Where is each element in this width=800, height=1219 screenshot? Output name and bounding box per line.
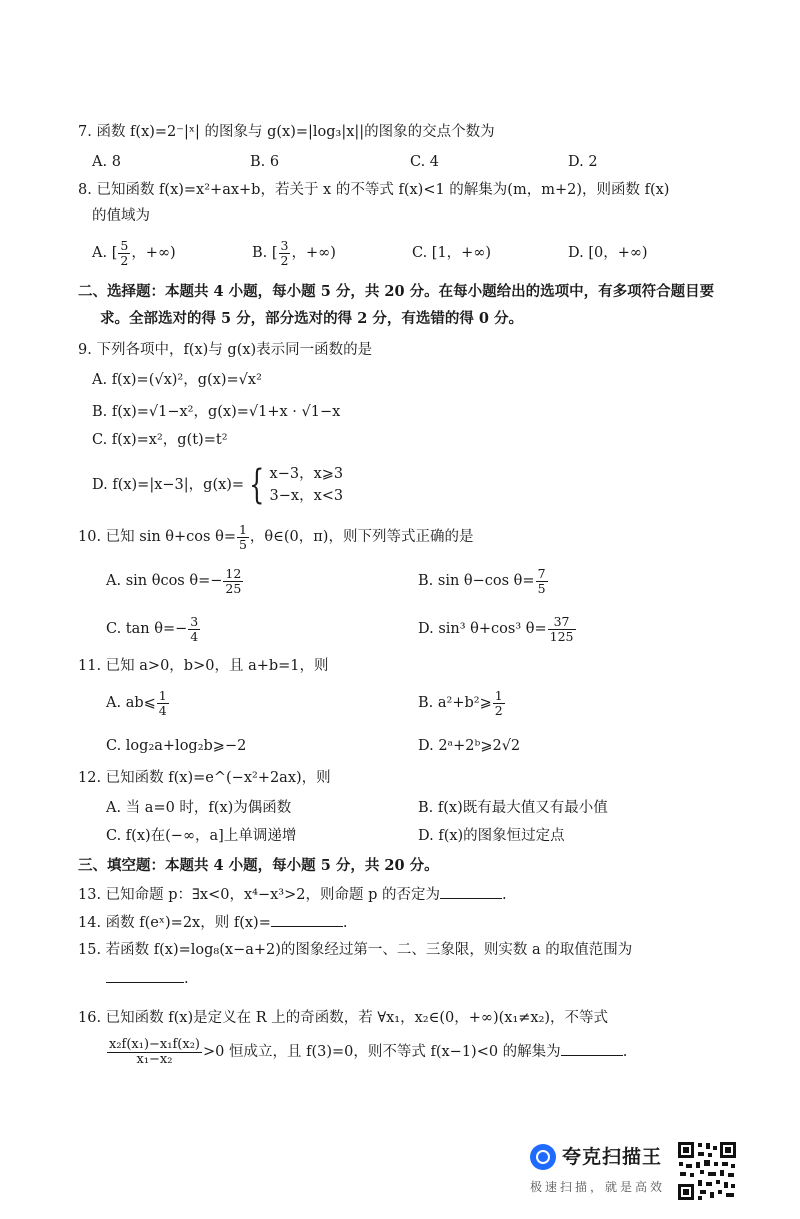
q8-b-fraction xyxy=(279,239,291,266)
q8-stem-line1: 8. 已知函数 f(x)=x²+ax+b，若关于 x 的不等式 f(x)<1 的解集为(m，m+2)，则函数 f(x) xyxy=(78,182,670,198)
q8-b-num: 3 xyxy=(280,238,289,254)
q14-text: 14. 函数 f(eˣ)=2x，则 f(x)= xyxy=(78,915,271,931)
q11-stem: 11. 已知 a>0，b>0，且 a+b=1，则 xyxy=(78,658,329,674)
q10-stem-den: 5 xyxy=(238,536,247,552)
q10-a-prefix: A. sin θcos θ=− xyxy=(106,573,223,589)
q10-a-num: 12 xyxy=(225,566,242,582)
q8-option-b xyxy=(252,238,336,268)
q16-frac-den: x₁−x₂ xyxy=(136,1051,173,1067)
q8-option-c: C. [1，+∞) xyxy=(412,245,492,261)
q10-stem-fraction xyxy=(237,523,249,550)
q10-d-prefix: D. sin³ θ+cos³ θ= xyxy=(418,621,547,637)
q11-a-prefix: A. ab⩽ xyxy=(106,695,156,711)
q10-option-b xyxy=(418,566,549,596)
section2-header-line1: 二、选择题：本题共 4 小题，每小题 5 分，共 20 分。在每小题给出的选项中，有多项符合题目要 xyxy=(78,283,715,300)
q9-d-cases xyxy=(270,463,344,507)
q12-stem: 12. 已知函数 f(x)=e^(−x²+2ax)，则 xyxy=(78,770,331,786)
q10-c-den: 4 xyxy=(190,628,199,644)
q11-a-fraction xyxy=(157,689,169,716)
q9-d-case-2: 3−x，x<3 xyxy=(269,488,344,504)
q10-a-fraction xyxy=(223,567,243,594)
q9-d-case-1: x−3，x⩾3 xyxy=(269,466,344,482)
q14 xyxy=(78,912,347,933)
q8-option-a xyxy=(92,238,176,268)
q10-option-d xyxy=(418,614,577,644)
q11-b-num: 1 xyxy=(494,688,503,704)
q14-answer-blank[interactable] xyxy=(271,912,343,927)
q16-line1: 16. 已知函数 f(x)是定义在 R 上的奇函数，若 ∀x₁，x₂∈(0，+∞)(x₁≠x₂)，不等式 xyxy=(78,1010,609,1026)
q9-option-c: C. f(x)=x²，g(t)=t² xyxy=(92,432,228,448)
qr-code-icon xyxy=(676,1140,738,1202)
q12-option-a: A. 当 a=0 时，f(x)为偶函数 xyxy=(106,800,292,816)
section3-header: 三、填空题：本题共 4 小题，每小题 5 分，共 20 分。 xyxy=(78,857,439,874)
q15-end: . xyxy=(184,971,189,987)
q10-b-prefix: B. sin θ−cos θ= xyxy=(418,573,535,589)
left-brace-symbol: { xyxy=(249,462,265,508)
q9-stem: 9. 下列各项中，f(x)与 g(x)表示同一函数的是 xyxy=(78,342,373,358)
q14-end: . xyxy=(342,915,348,931)
q11-option-c: C. log₂a+log₂b⩾−2 xyxy=(106,738,247,754)
q11-b-den: 2 xyxy=(494,702,503,718)
q11-a-den: 4 xyxy=(158,702,167,718)
q10-option-a xyxy=(106,566,244,596)
q16-frac-num: x₂f(x₁)−x₁f(x₂) xyxy=(109,1036,200,1052)
q15-answer-blank[interactable] xyxy=(106,968,184,983)
q7-option-d: D. 2 xyxy=(568,154,598,170)
q16-answer-blank[interactable] xyxy=(561,1041,623,1056)
q7-stem: 7. 函数 f(x)=2⁻|ˣ| 的图象与 g(x)=|log₃|x||的图象的交点个数为 xyxy=(78,124,495,140)
q10-b-num: 7 xyxy=(537,566,546,582)
q11-option-a xyxy=(106,688,170,718)
q8-a-num: 5 xyxy=(120,238,129,254)
q11-b-fraction xyxy=(493,689,505,716)
q10-b-fraction xyxy=(536,567,548,594)
q10-stem xyxy=(78,522,473,552)
q13-answer-blank[interactable] xyxy=(440,884,502,899)
q10-d-num: 37 xyxy=(548,615,576,629)
q8-a-suffix: ，+∞) xyxy=(131,245,176,261)
q9-option-b: B. f(x)=√1−x²，g(x)=√1+x · √1−x xyxy=(92,404,341,420)
q7-option-a: A. 8 xyxy=(92,154,121,170)
q10-c-fraction xyxy=(188,615,200,642)
q8-a-prefix: A. [ xyxy=(92,245,118,261)
q10-c-num: 3 xyxy=(190,614,199,630)
q7-option-b: B. 6 xyxy=(250,154,280,170)
scanner-brand: 夸克扫描王 xyxy=(562,1146,663,1168)
q11-option-b xyxy=(418,688,506,718)
q10-stem-suffix: ，θ∈(0，π)，则下列等式正确的是 xyxy=(249,529,474,545)
q9-d-prefix: D. f(x)=|x−3|，g(x)= xyxy=(92,477,245,493)
q10-a-den: 25 xyxy=(225,580,242,596)
q8-a-fraction xyxy=(118,239,130,266)
q16-line2-text: >0 恒成立，且 f(3)=0，则不等式 f(x−1)<0 的解集为 xyxy=(202,1044,561,1060)
q8-stem-line2: 的值域为 xyxy=(92,208,150,224)
q8-b-suffix: ，+∞) xyxy=(291,245,336,261)
q12-option-d: D. f(x)的图象恒过定点 xyxy=(418,828,565,844)
q13-end: . xyxy=(501,887,507,903)
q8-a-den: 2 xyxy=(120,252,129,268)
q8-option-d: D. [0，+∞) xyxy=(568,245,648,261)
q10-option-c xyxy=(106,614,201,644)
q8-b-prefix: B. [ xyxy=(252,245,278,261)
q9-option-a: A. f(x)=(√x)²，g(x)=√x² xyxy=(92,372,262,388)
q10-d-fraction xyxy=(548,615,576,642)
q10-stem-prefix: 10. 已知 sin θ+cos θ= xyxy=(78,529,236,545)
q11-a-num: 1 xyxy=(158,688,167,704)
q12-option-b: B. f(x)既有最大值又有最小值 xyxy=(418,800,608,816)
q10-stem-num: 1 xyxy=(238,522,247,538)
q11-b-prefix: B. a²+b²⩾ xyxy=(418,695,492,711)
section2-header-line2: 求。全部选对的得 5 分，部分选对的得 2 分，有选错的得 0 分。 xyxy=(100,310,524,327)
q10-c-prefix: C. tan θ=− xyxy=(106,621,188,637)
q13-text: 13. 已知命题 p：∃x<0，x⁴−x³>2，则命题 p 的否定为 xyxy=(78,887,440,903)
q10-b-den: 5 xyxy=(537,580,546,596)
scanner-logo-icon xyxy=(530,1144,556,1170)
q7-option-c: C. 4 xyxy=(410,154,440,170)
q16-end: . xyxy=(622,1044,628,1060)
q12-option-c: C. f(x)在(−∞，a]上单调递增 xyxy=(106,828,297,844)
scanner-slogan: 极速扫描，就是高效 xyxy=(530,1180,666,1194)
q9-option-d xyxy=(92,462,343,508)
q15-text: 15. 若函数 f(x)=log₈(x−a+2)的图象经过第一、二、三象限，则实数 a 的取值范围为 xyxy=(78,942,633,958)
q10-d-den: 125 xyxy=(549,628,574,644)
q16-line2 xyxy=(106,1034,627,1070)
q11-option-d: D. 2ᵃ+2ᵇ⩾2√2 xyxy=(418,738,521,754)
q8-b-den: 2 xyxy=(280,252,289,268)
q16-fraction xyxy=(107,1038,202,1066)
q15-blank-line xyxy=(106,968,189,989)
q13 xyxy=(78,884,507,905)
